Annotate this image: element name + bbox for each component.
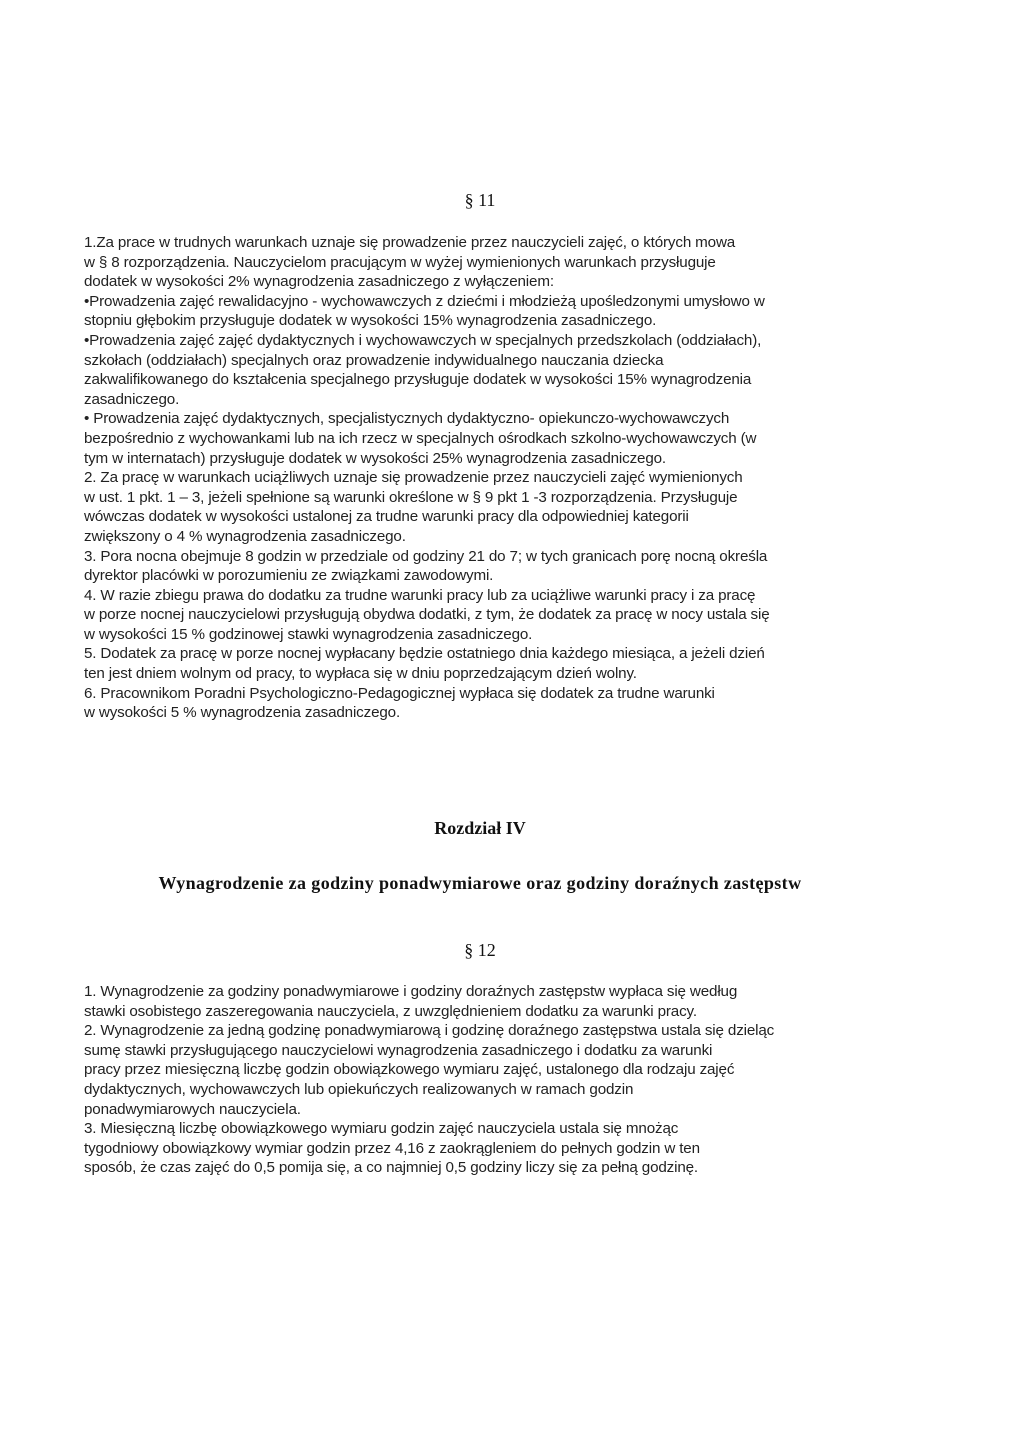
text-line: w ust. 1 pkt. 1 – 3, jeżeli spełnione są warunki określone w § 9 pkt 1 -3 rozporządzenia. Przysługuje [84,488,738,506]
section-12-body [84,982,866,1178]
text-line: bezpośrednio z wychowankami lub na ich rzecz w specjalnych ośrodkach szkolno-wychowawczych (w [84,429,757,447]
text-line: pracy przez miesięczną liczbę godzin obowiązkowego wymiaru zajęć, ustalonego dla rodzaju zajęć [84,1061,735,1079]
text-line: stawki osobistego zaszeregowania nauczyciela, z uwzględnieniem dodatku za warunki pracy. [84,1002,697,1020]
text-line: •Prowadzenia zajęć zajęć dydaktycznych i wychowawczych w specjalnych przedszkolach (oddziałach), [84,331,762,349]
text-line: w § 8 rozporządzenia. Nauczycielom pracującym w wyżej wymienionych warunkach przysługuje [84,253,716,271]
text-line: zakwalifikowanego do kształcenia specjalnego przysługuje dodatek w wysokości 15% wynagrodzenia [84,371,752,389]
text-line: 6. Pracownikom Poradni Psychologiczno-Pedagogicznej wypłaca się dodatek za trudne warunki [84,684,715,702]
text-line: dydaktycznych, wychowawczych lub opiekuńczych realizowanych w ramach godzin [84,1080,634,1098]
text-line: 3. Pora nocna obejmuje 8 godzin w przedziale od godziny 21 do 7; w tych granicach porę nocną określa [84,547,768,565]
text-line: w wysokości 5 % wynagrodzenia zasadniczego. [84,704,401,722]
text-line: 1.Za prace w trudnych warunkach uznaje się prowadzenie przez nauczycieli zajęć, o których mowa [84,234,736,251]
text-line: 3. Miesięczną liczbę obowiązkowego wymiaru godzin zajęć nauczyciela ustala się mnożąc [84,1120,679,1138]
chapter-number: Rozdział IV [434,818,526,838]
text-line: 4. W razie zbiegu prawa do dodatku za trudne warunki pracy lub za uciążliwe warunki pracy i za pracę [84,586,756,604]
text-line: w porze nocnej nauczycielowi przysługują obydwa dodatki, z tym, że dodatek za pracę w nocy ustala się [84,606,770,624]
text-line: •Prowadzenia zajęć rewalidacyjno - wychowawczych z dziećmi i młodzieżą upośledzonymi umysłowo w [84,292,765,310]
section-11-body [84,233,866,723]
text-line: dyrektor placówki w porozumieniu ze związkami zawodowymi. [84,567,494,585]
text-line: 2. Wynagrodzenie za jedną godzinę ponadwymiarową i godzinę doraźnego zastępstwa ustala się dzieląc [84,1022,775,1040]
text-line: sposób, że czas zajęć do 0,5 pomija się, a co najmniej 0,5 godziny liczy się za pełną godzinę. [84,1159,699,1177]
text-line: sumę stawki przysługującego nauczycielowi wynagrodzenia zasadniczego i dodatku za warunki [84,1041,713,1059]
text-line: 2. Za pracę w warunkach uciążliwych uznaje się prowadzenie przez nauczycieli zajęć wymienionych [84,469,743,487]
text-line: ten jest dniem wolnym od pracy, to wypłaca się w dniu poprzedzającym dzień wolny. [84,665,637,683]
text-line: ponadwymiarowych nauczyciela. [84,1100,301,1118]
text-line: w wysokości 15 % godzinowej stawki wynagrodzenia zasadniczego. [84,625,533,643]
text-line: tygodniowy obowiązkowy wymiar godzin przez 4,16 z zaokrągleniem do pełnych godzin w ten [84,1139,700,1157]
text-line: 1. Wynagrodzenie za godziny ponadwymiarowe i godziny doraźnych zastępstw wypłaca się według [84,983,738,1000]
text-line: zasadniczego. [84,390,180,408]
section-12-heading: § 12 [464,940,496,960]
text-line: • Prowadzenia zajęć dydaktycznych, specjalistycznych dydaktyczno- opiekunczo-wychowawczych [84,410,730,428]
chapter-title: Wynagrodzenie za godziny ponadwymiarowe oraz godziny doraźnych zastępstw [158,873,802,893]
text-line: tym w internatach) przysługuje dodatek w wysokości 25% wynagrodzenia zasadniczego. [84,449,667,467]
text-line: dodatek w wysokości 2% wynagrodzenia zasadniczego z wyłączeniem: [84,273,554,291]
text-line: szkołach (oddziałach) specjalnych oraz prowadzenie indywidualnego nauczania dziecka [84,351,664,369]
text-line: zwiększony o 4 % wynagrodzenia zasadniczego. [84,527,406,545]
text-line: 5. Dodatek za pracę w porze nocnej wypłacany będzie ostatniego dnia każdego miesiąca, a jeżeli dzień [84,645,765,663]
section-11-heading: § 11 [464,190,496,210]
text-line: stopniu głębokim przysługuje dodatek w wysokości 15% wynagrodzenia zasadniczego. [84,312,657,330]
text-line: wówczas dodatek w wysokości ustalonej za trudne warunki pracy dla odpowiedniej kategorii [84,508,689,526]
